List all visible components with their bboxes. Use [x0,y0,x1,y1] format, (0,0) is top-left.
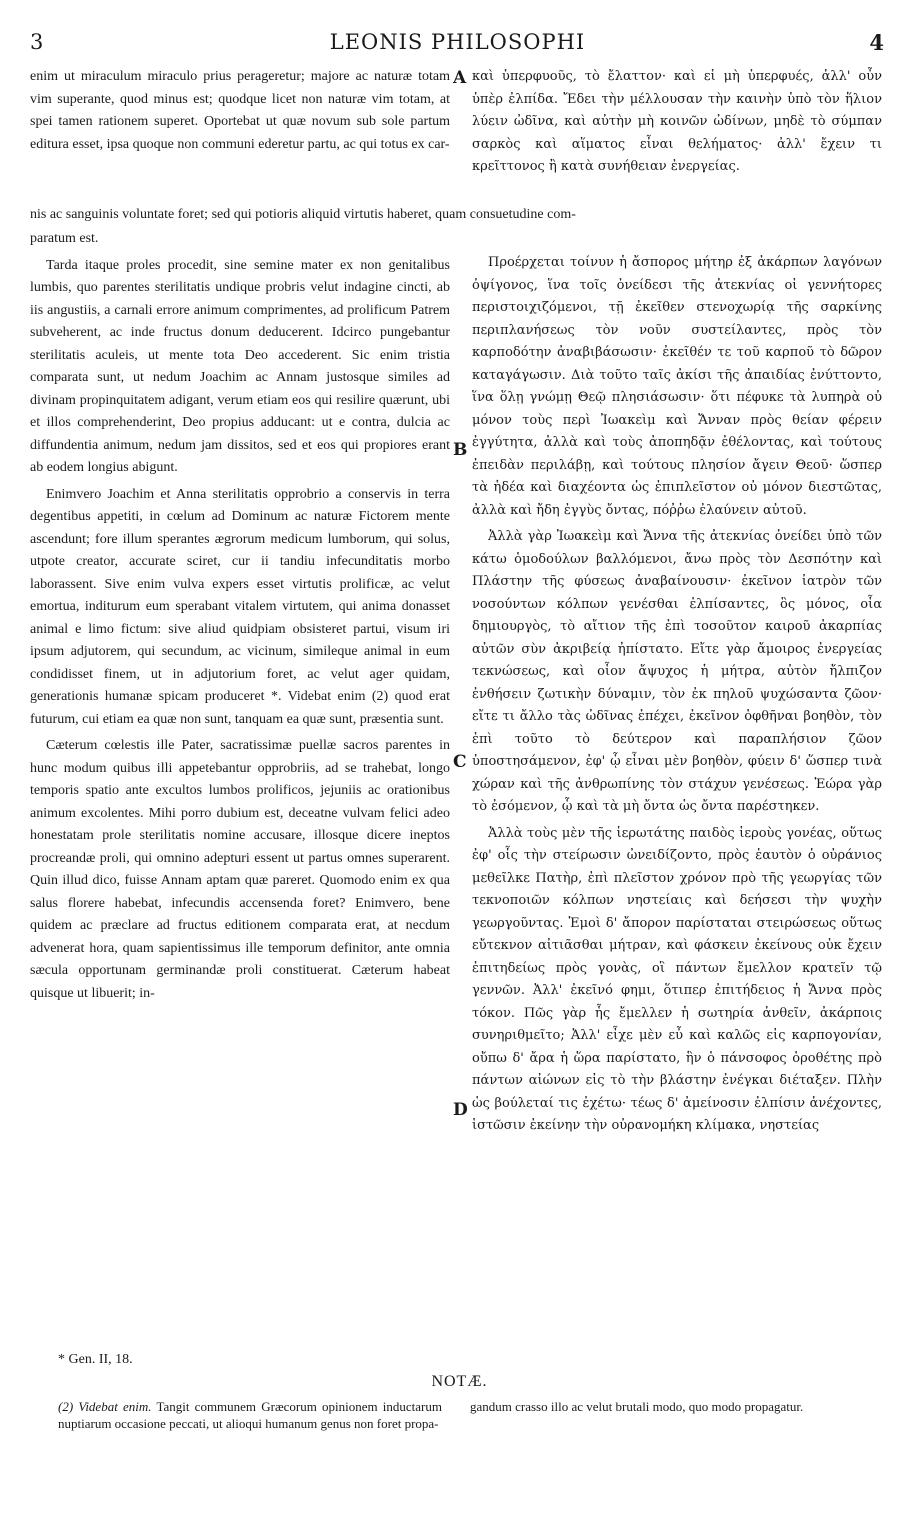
margin-marker-d: D [453,1100,468,1120]
latin-column-main [30,228,450,1009]
latin-paragraph-1: enim ut miraculum miraculo prius perageretur; majore ac naturæ totam vim superante, quod minus est; quodque licet non naturæ vim totam, at spei tamen rationem superet. Oportebat ut quæ novum sub sole partum editura esset, ipsa quoque non communi ederetur partu, ac qui totus ex car- [30,69,450,152]
margin-marker-a: A [453,68,467,88]
latin-paragraph-2: Tarda itaque proles procedit, sine semine mater ex non genitalibus lumbis, quo parentes sterilitatis undique probris velut indagine cincti, ab iis angustiis, a carnali errore animum comprimentes, ad prolificum Patrem subveherent, ac inde fructus donum deducerent. Idcirco pungebantur sterilitatis aculeis, ut mente tota Deo accederent. Sic enim tristia comparata sunt, ut nedum Joachim ac Annam justosque similes ad divinam propinquitatem adigant, verum etiam eos qui resilire quærunt, ubi et illos comprehenderint, Deo propius adducant: ut e contra, dulcia ac diffundentia animum, nedum jam dissitos, sed et eos qui propiores erant ab eodem longius abigunt. [30,257,450,475]
greek-column-main [472,252,882,1142]
greek-paragraph-2: Προέρχεται τοίνυν ἡ ἄσπορος μήτηρ ἐξ ἀκάρπων λαγόνων ὀψίγονος, ἵνα τοῖς ὀνείδεσι τῆς ἀτεκνίας οἱ γεννήτορες περιστοιχιζόμενοι, τῇ ἐκεῖθεν στενοχωρίᾳ τῆς σαρκίνης περιπλανήσεως τὸν νοῦν συστείλαντες, πρὸς τὸν καρποδότην ἀναβιβάσωσιν· ἐκεῖθέν τε τοῦ καρποῦ τὸ δῶρον καταγάγωσιν. Διὰ τοῦτο ταῖς ἀκίσι τῆς ἀπαιδίας ἐνύττοντο, ἵνα ὅλῃ γνώμῃ Θεῷ πλησιάσωσιν· ὅτι πέφυκε τὰ λυπηρὰ οὐ μόνον τοὺς περὶ Ἰωακεὶμ καὶ Ἄνναν πρὸς θείαν φέρειν ἐγγύτητα, ἀλλὰ καὶ τοὺς ἀποπηδᾷν ἐθέλοντας, καὶ τούτους ἐπειδὰν περιλάβῃ, καὶ τούτους πλησίον ἄγειν Θεοῦ· ὥσπερ τὰ ἡδέα καὶ διαχέοντα ὡς ἐπιπλεῖστον οὐ μόνον διεστῶτας, ἀλλὰ καὶ ἤδη ἐγγὺς ὄντας, πόῤῥω ἐλαύνειν αὐτοῦ. [472,255,882,518]
greek-paragraph-3: Ἀλλὰ γὰρ Ἰωακεὶμ καὶ Ἄννα τῆς ἀτεκνίας ὀνείδει ὑπὸ τῶν κάτω ὁμοδούλων βαλλόμενοι, ἄνω πρὸς τὸν Δεσπότην καὶ Πλάστην τῆς φύσεως ἀναβαίνουσιν· ἐκεῖνον ἰατρὸν τῶν νοσούντων κόλπων γενέσθαι ἐλπίσαντες, ὃς μόνος, οἷα δημιουργὸς, τὸ αἴτιον τῆς ἐπὶ τοσοῦτον καιροῦ ἀκαρπίας αὐτῶν σὺν ἀκριβείᾳ ἠπίστατο. Εἴτε γὰρ ἄμοιρος ἐνεργείας τεκνώσεως, καὶ οἷον ἄψυχος ἡ μήτρα, αὐτὸν ἤλπιζον ἐνθήσειν ζωτικὴν δύναμιν, τὸν ἐκ πηλοῦ ψυχώσαντα ζῶον· εἴτε τι ἄλλο τὰς ὠδῖνας ἐπέχει, ἐκεῖνον ὀφθῆναι βοηθὸν, τὸν ἐπὶ τοῦτο τὸ δεύτερον καὶ παραπλήσιον ζῶον ὑποστησάμενον, ἐφ' ᾧ εἶναι μὲν βοηθὸν, φύειν δ' ὥσπερ τινὰ χώραν καὶ τῆς ἀνθρωπίνης τὸν στάχυν γενέσεως. Ἑώρα γὰρ τὸ ἐσόμενον, ᾧ καὶ τὰ μὴ ὄντα ὡς ὄντα παρέστηκεν. [472,529,882,814]
page-number-right: 4 [869,30,885,55]
margin-marker-c: C [453,752,467,772]
footnote: * Gen. II, 18. [58,1352,133,1367]
note-left [58,1398,442,1432]
latin-column-top [30,66,450,160]
note-label: (2) Videbat enim. [58,1399,152,1414]
margin-marker-b: B [453,440,468,460]
greek-paragraph-1: καὶ ὑπερφυοῦς, τὸ ἔλαττον· καὶ εἰ μὴ ὑπερφυές, ἀλλ' οὖν ὑπὲρ ἐλπίδα. Ἔδει τὴν μέλλουσαν τὴν καινὴν ὑπὸ τὸν ἥλιον λύειν ὠδῖνα, καὶ αὐτὴν μὴ κοινῶν ὠδίνων, μηδὲ τὸ σύμπαν σαρκὸς καὶ αἵματος εἶναι θελήματος· ἀλλ' ἔχειν τι κρεῖττονος ἢ κατὰ συνήθειαν ἐνεργείας. [472,69,882,174]
latin-paragraph-4: Cæterum cœlestis ille Pater, sacratissimæ puellæ sacros parentes in hunc modum quibus illi appetebantur opprobriis, ad se trahebat, longo temporis spatio ante excultos lumbos prolificos, jejuniis ac orationibus animum excolentes. Mihi porro dubium est, deceatne vulvam felici adeo honestatam prole sterilitatis nomine accusare, illosque dicere ineptos procreandæ proli, qui omnino adepturi essent ut partus omnes superarent. Quin illud dico, fuisse Annam aptam quæ pareret. Quomodo enim ex qua salus florere habebat, infecundis accensenda foret? Enimvero, bene quidem ac præclare ad fructus editionem comparata erat, at necdum advenerat hora, quam sapientissimus ille temporum definitor, ante omnia sæcula opportunam germinandæ proli constituerat. Cæterum habeat quisque ut libuerit; in- [30,738,450,1001]
spanning-line: nis ac sanguinis voluntate foret; sed qui potioris aliquid virtutis haberet, quam consuetudine com- [30,207,576,222]
note-left-text: Tangit communem Græcorum opinionem inductarum nuptiarum occasione peccati, ut alioqui humanum genus non foret propa- [58,1399,442,1431]
greek-column-top [472,66,882,183]
latin-paragraph-3: Enimvero Joachim et Anna sterilitatis opprobrio a conservis in terra degentibus appetiti, in cœlum ad Dominum ac naturæ Fictorem mente ascendunt; fore illum sperantes ægrorum medicum lumborum, qui solus, utpote creator, accurate sciret, cur ii tandiu infecunditatis morbo laborassent. Sive enim vulva expers esset virtutis prolificæ, ac velut emortua, inditurum eum sperabant vitalem virtutem, qui anima donasset animal e limo fictum: sive aliud quidpiam obsisteret partui, visum iri ipsum adjutorem, qui secundum, ac vicinum, simileque animal in eum condidisset finem, ut in adjutorium foret, ac velut ager quidam, generationis humanæ spicam produceret *. Videbat enim (2) quod erat futurum, cui etiam ea quæ non sunt, tanquam ea quæ sunt, præsentia sunt. [30,486,450,727]
page-header [30,30,885,62]
page-number-left: 3 [30,30,45,54]
note-right: gandum crasso illo ac velut brutali modo, quo modo propagatur. [470,1399,804,1414]
notes-heading: NOTÆ. [431,1373,488,1390]
greek-paragraph-4: Ἀλλὰ τοὺς μὲν τῆς ἱερωτάτης παιδὸς ἱεροὺς γονέας, οὕτως ἐφ' οἷς τὴν στείρωσιν ὠνειδίζοντο, πρὸς ἑαυτὸν ὁ οὐράνιος μεθεῖλκε Πατὴρ, ἐπὶ πλεῖστον χρόνον πρὸ τῆς γεωργίας τῶν τεκνοποιῶν κόλπων νηστείαις καὶ δεήσεσι τὴν ψυχὴν γεωργοῦντας. Ἐμοὶ δ' ἄπορον παρίσταται στειρώσεως οὕτως εὔτεκνον αἰτιᾶσθαι μήτραν, καὶ φάσκειν ἐκείνους οὐκ ἔχειν ἐπιτηδείως πρὸς γονὰς, οἳ πάντων ἔμελλον κρατεῖν τῷ γεννῶν. Ἀλλ' ἐκεῖνό φημι, ὅτιπερ ἐπιτήδειος ἡ Ἄννα πρὸς τόκον. Πῶς γὰρ ἧς ἔμελλεν ἡ σωτηρία ἀνθεῖν, ἀκάρποις συνηριθμεῖτο; Ἀλλ' εἶχε μὲν εὖ καὶ καλῶς εἰς καρπογονίαν, οὔπω δ' ἄρα ἡ ὥρα παρίστατο, ἣν ὁ πάνσοφος ὁροθέτης πρὸ πάντων αἰώνων εἰς τὸ τὴν βλάστην ἐνέγκαι διέταξεν. Πλὴν ὡς βούλεταί τις ἐχέτω· τέως δ' ἀμείνοσιν ἐλπίσιν ἀνέχοντες, ἱστῶσιν ἐκείνην τὴν οὐρανομήκη κλίμακα, νηστείας [472,825,882,1133]
running-title: LEONIS PHILOSOPHI [329,30,586,54]
latin-paragraph-1-end: paratum est. [30,231,99,246]
